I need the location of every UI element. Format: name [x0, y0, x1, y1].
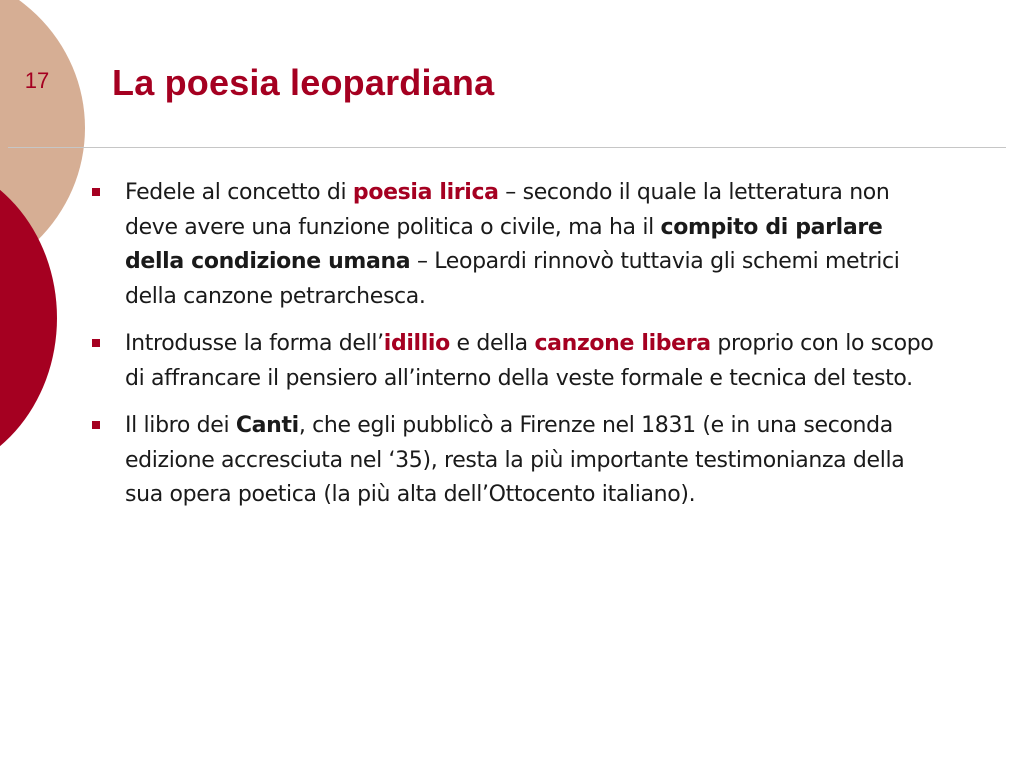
- bullet-text: , che egli pubblicò a Firenze nel 1831 (e in una seconda edizione accresciuta nel ‘35), resta la più importante testimonianza della sua opera poetica (la più alta dell’Ottocento italiano).: [125, 413, 905, 507]
- bullet-item-3: [88, 409, 938, 513]
- highlight-compito: compito di parlare della condizione umana: [125, 214, 883, 274]
- bullet-text: Il libro dei: [125, 413, 236, 438]
- highlight-canti: Canti: [235, 413, 299, 438]
- highlight-poesia-lirica: poesia lirica: [352, 180, 499, 205]
- bullet-text: e della: [449, 331, 535, 356]
- highlight-idillio: idillio: [383, 331, 450, 356]
- bullet-text: proprio con lo scopo di affrancare il pensiero all’interno della veste formale e tecnica del testo.: [125, 331, 934, 391]
- bullet-list: [88, 176, 938, 526]
- bullet-item-2: [88, 327, 938, 396]
- slide-number: 17: [24, 68, 50, 93]
- bullet-item-1: [88, 176, 938, 314]
- square-bullet-icon: [92, 188, 100, 196]
- bullet-text: – secondo il quale la letteratura non deve avere una funzione politica o civile, ma ha il: [125, 180, 890, 240]
- bullet-text: Introdusse la forma dell’: [125, 331, 384, 356]
- square-bullet-icon: [92, 339, 100, 347]
- square-bullet-icon: [92, 421, 100, 429]
- bullet-text: Fedele al concetto di: [125, 180, 353, 205]
- highlight-canzone-libera: canzone libera: [534, 331, 711, 356]
- title-divider: [8, 147, 1006, 148]
- bullet-text: – Leopardi rinnovò tuttavia gli schemi metrici della canzone petrarchesca.: [125, 249, 900, 309]
- slide-title: La poesia leopardiana: [112, 62, 495, 103]
